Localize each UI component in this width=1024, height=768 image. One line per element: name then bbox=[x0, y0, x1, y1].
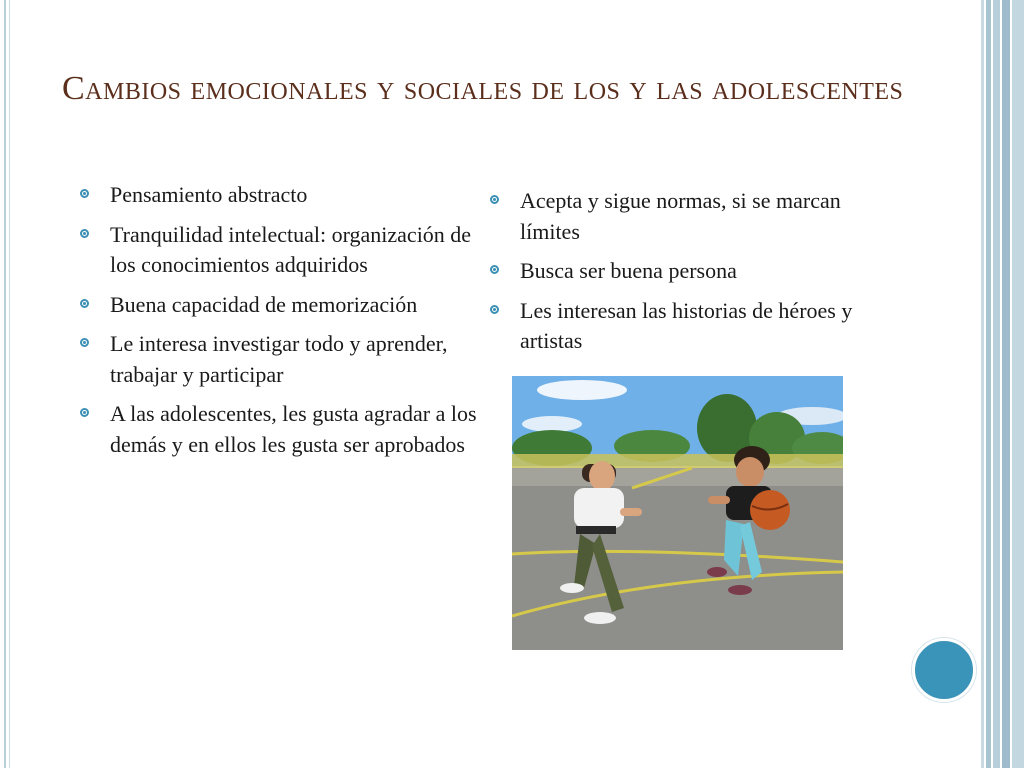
bullet-icon bbox=[80, 408, 89, 417]
basketball-photo bbox=[512, 376, 843, 650]
left-border-line bbox=[4, 0, 6, 768]
right-bullet-list bbox=[490, 186, 890, 366]
bullet-icon bbox=[80, 229, 89, 238]
bullet-icon bbox=[490, 195, 499, 204]
bullet-item bbox=[80, 399, 480, 460]
bullet-item bbox=[80, 180, 480, 211]
slide-title: Cambios emocionales y sociales de los y las adolescentes bbox=[62, 70, 904, 107]
bullet-text: Le interesa investigar todo y aprender, trabajar y participar bbox=[110, 331, 448, 387]
bullet-text: Busca ser buena persona bbox=[520, 258, 737, 283]
bullet-item bbox=[490, 186, 890, 247]
bullet-text: Acepta y sigue normas, si se marcan límites bbox=[520, 188, 841, 244]
stripe bbox=[1012, 0, 1024, 768]
bullet-text: A las adolescentes, les gusta agradar a los demás y en ellos les gusta ser aprobados bbox=[110, 401, 477, 457]
decorative-circle bbox=[912, 638, 976, 702]
bullet-text: Les interesan las historias de héroes y artistas bbox=[520, 297, 853, 353]
stripe bbox=[993, 0, 1000, 768]
bullet-text: Tranquilidad intelectual: organización de los conocimientos adquiridos bbox=[110, 221, 472, 277]
bullet-item bbox=[490, 256, 890, 287]
left-border-line-inner bbox=[9, 0, 10, 768]
bullet-item bbox=[490, 296, 890, 357]
bullet-icon bbox=[490, 305, 499, 314]
stripe bbox=[986, 0, 991, 768]
stripe bbox=[981, 0, 984, 768]
bullet-icon bbox=[80, 338, 89, 347]
left-bullet-list bbox=[80, 180, 480, 469]
bullet-icon bbox=[80, 189, 89, 198]
bullet-item bbox=[80, 290, 480, 321]
stripe bbox=[1002, 0, 1010, 768]
bullet-text: Buena capacidad de memorización bbox=[110, 291, 418, 317]
bullet-icon bbox=[80, 299, 89, 308]
bullet-item bbox=[80, 220, 480, 281]
bullet-icon bbox=[490, 265, 499, 274]
bullet-item bbox=[80, 329, 480, 390]
bullet-text: Pensamiento abstracto bbox=[110, 182, 308, 207]
